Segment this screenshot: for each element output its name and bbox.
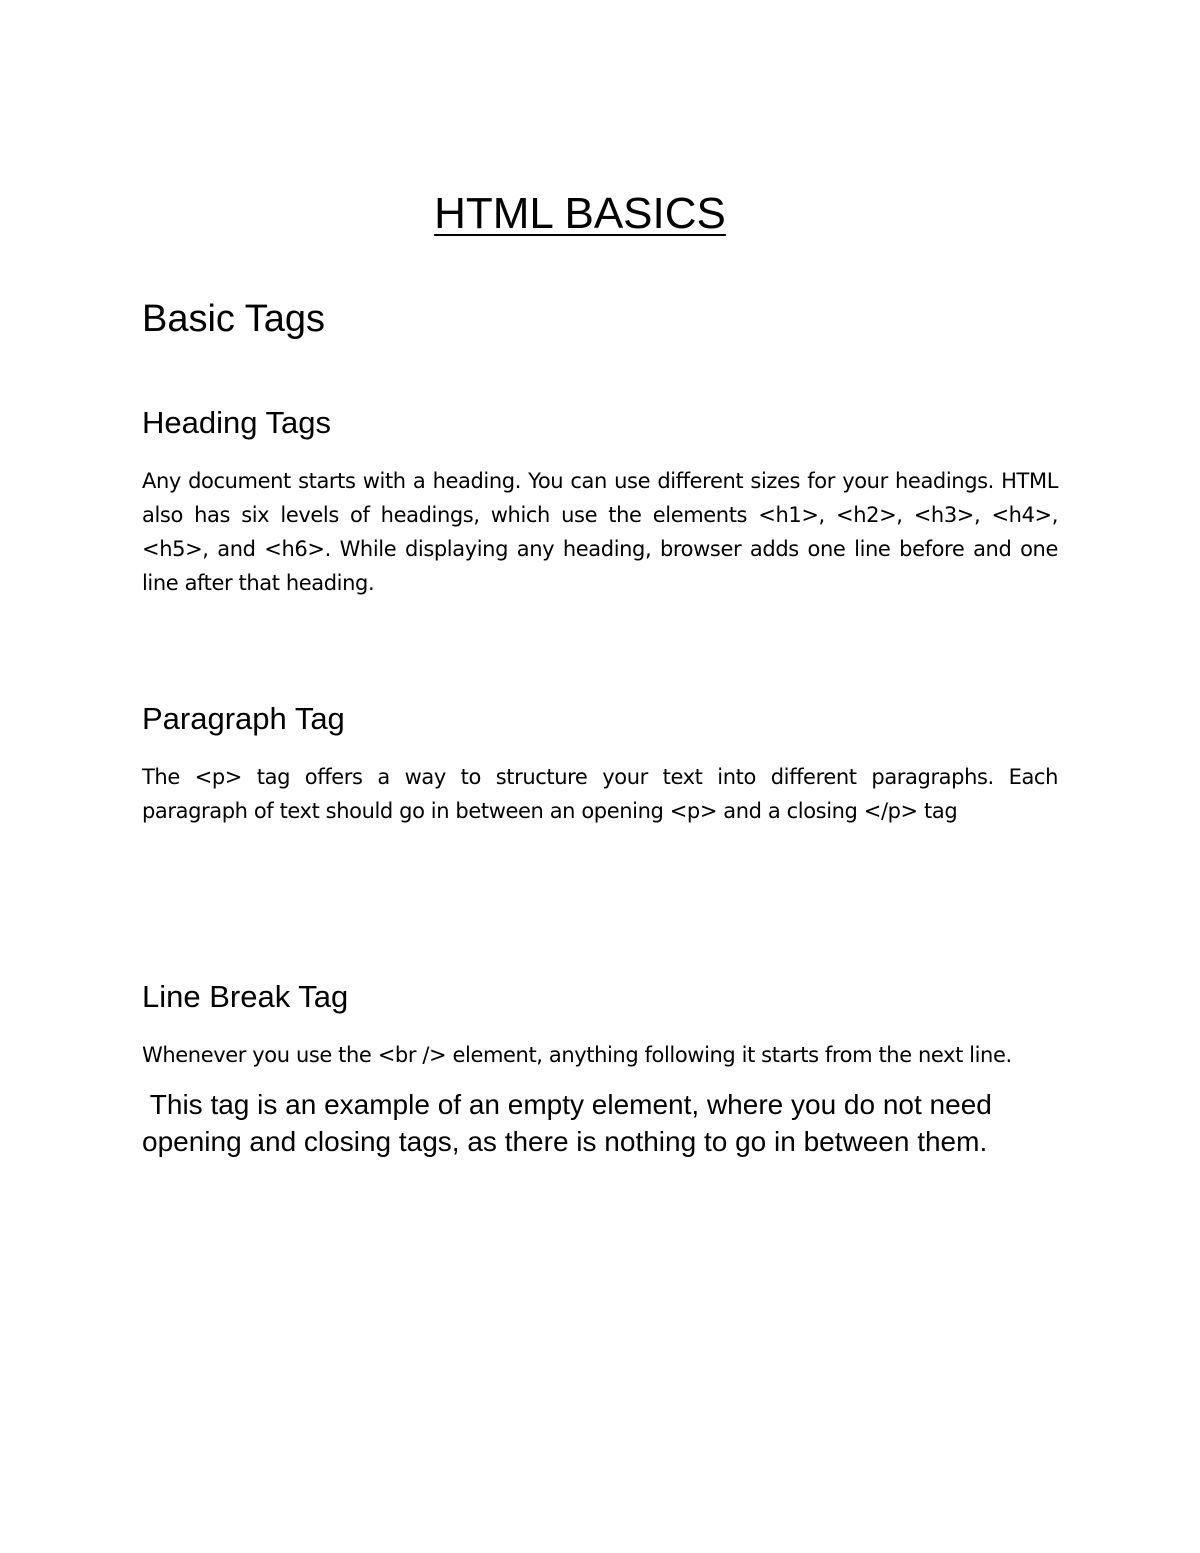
subheading-heading-tags: Heading Tags [142,405,332,440]
section-heading-basic-tags: Basic Tags [142,298,326,340]
paragraph-line-break-tag: Whenever you use the <br /> element, anything following it starts from the next line. [142,1043,1012,1067]
paragraph-heading-tags: Any document starts with a heading. You can use different sizes for your headings. HTML also has six levels of headings, which use the elements <h1>, <h2>, <h3>, <h4>, <h5>, and <h6>. While displaying any heading, browser adds one line before and one line after that heading. [142,469,1058,595]
subheading-paragraph-tag: Paragraph Tag [142,701,345,736]
paragraph-empty-element: This tag is an example of an empty element, where you do not need opening and closing tags, as there is nothing to go in between them. [142,1089,1000,1157]
subheading-line-break-tag: Line Break Tag [142,979,349,1014]
paragraph-paragraph-tag: The <p> tag offers a way to structure your text into different paragraphs. Each paragraph of text should go in between an opening <p> and a closing </p> tag [142,765,1058,823]
page-title: HTML BASICS [434,189,726,238]
